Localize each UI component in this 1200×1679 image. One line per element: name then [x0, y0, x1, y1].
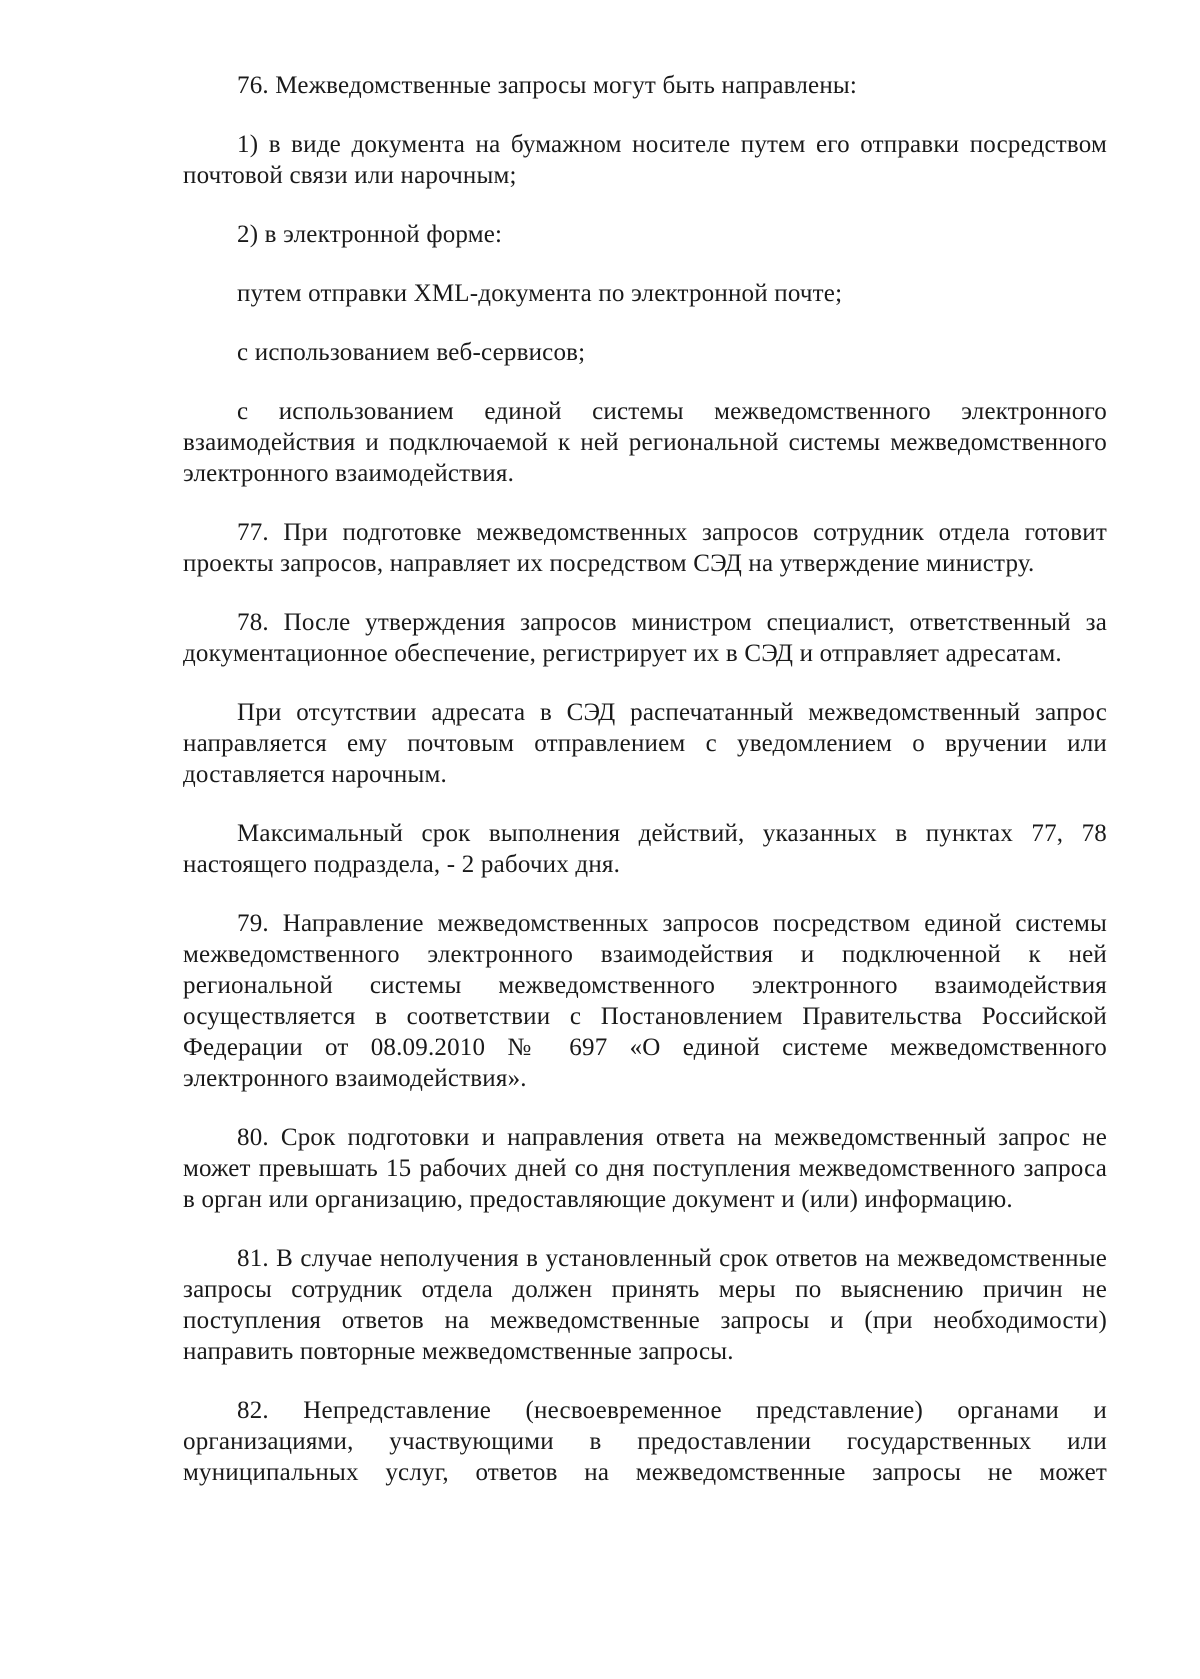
document-body: [183, 70, 1107, 1516]
paragraph-80: 80. Срок подготовки и направления ответа на межведомственный запрос не может превышать 15 рабочих дней со дня поступления межведомственного запроса в орган или организацию, предоставляющие документ и (или) информацию.: [183, 1124, 1107, 1213]
paragraph-76-xml: путем отправки XML-документа по электронной почте;: [237, 280, 843, 307]
paragraph-76: 76. Межведомственные запросы могут быть направлены:: [237, 72, 858, 99]
paragraph-79: 79. Направление межведомственных запросов посредством единой системы межведомственного электронного взаимодействия и подключенной к ней региональной системы межведомственного электронного взаимодействия осуществляется в соответствии с Постановлением Правительства Российской Федерации от 08.09.2010 № 697 «О единой системе межведомственного электронного взаимодействия».: [183, 910, 1107, 1092]
paragraph-78-deadline: Максимальный срок выполнения действий, указанных в пунктах 77, 78 настоящего подраздела, - 2 рабочих дня.: [183, 820, 1107, 878]
paragraph-77: 77. При подготовке межведомственных запросов сотрудник отдела готовит проекты запросов, направляет их посредством СЭД на утверждение министру.: [183, 519, 1107, 577]
paragraph-81: 81. В случае неполучения в установленный срок ответов на межведомственные запросы сотрудник отдела должен принять меры по выяснению причин не поступления ответов на межведомственные запросы и (при необходимости) направить повторные межведомственные запросы.: [183, 1245, 1107, 1365]
paragraph-78: 78. После утверждения запросов министром специалист, ответственный за документационное обеспечение, регистрирует их в СЭД и отправляет адресатам.: [183, 609, 1107, 667]
paragraph-78-addressee: При отсутствии адресата в СЭД распечатанный межведомственный запрос направляется ему почтовым отправлением с уведомлением о вручении или доставляется нарочным.: [183, 699, 1107, 788]
paragraph-76-smev: с использованием единой системы межведомственного электронного взаимодействия и подключаемой к ней региональной системы межведомственного электронного взаимодействия.: [183, 398, 1107, 487]
paragraph-76-item-1: 1) в виде документа на бумажном носителе путем его отправки посредством почтовой связи или нарочным;: [183, 131, 1107, 189]
paragraph-76-item-2: 2) в электронной форме:: [237, 221, 503, 248]
paragraph-82: 82. Непредставление (несвоевременное представление) органами и организациями, участвующими в предоставлении государственных или муниципальных услуг, ответов на межведомственные запросы не может: [183, 1397, 1107, 1486]
paragraph-76-web-services: с использованием веб-сервисов;: [237, 339, 586, 366]
